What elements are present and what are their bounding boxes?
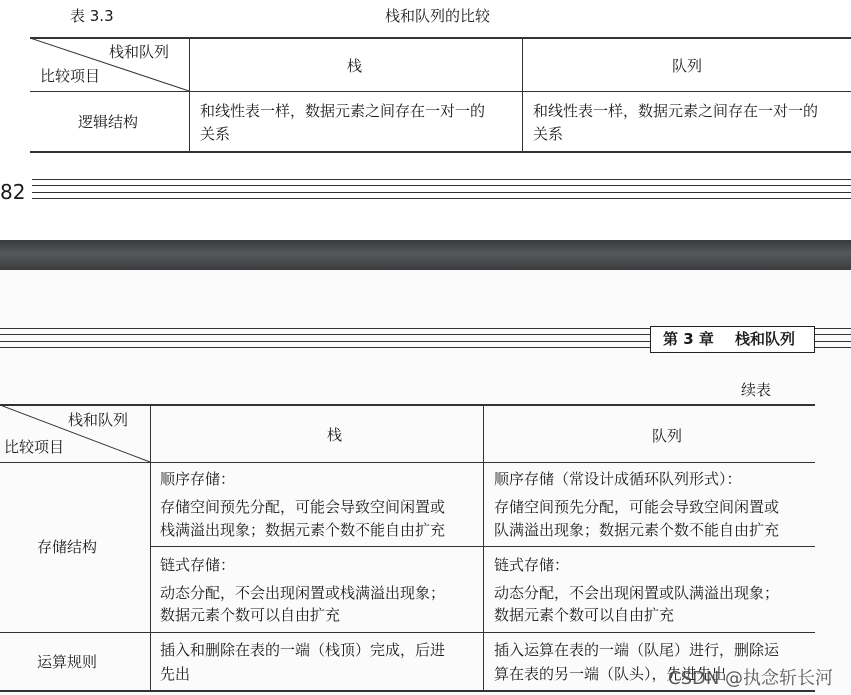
header2-diag-top: 栈和队列 (68, 411, 129, 429)
stack-seq-line1: 存储空间预先分配，可能会导致空间闲置或 (160, 498, 446, 516)
header2-diag-bottom: 比较项目 (4, 438, 65, 456)
header-diag-top: 栈和队列 (109, 43, 170, 61)
row-label-storage: 存储结构 (37, 538, 98, 556)
queue-seq-line1: 存储空间预先分配，可能会导致空间闲置或 (494, 498, 780, 516)
continued-label: 续表 (741, 381, 772, 399)
stack-seq-line2: 栈满溢出现象；数据元素个数不能自由扩充 (160, 521, 446, 539)
table-col-divider-2 (522, 38, 523, 151)
stack-link-line1: 动态分配，不会出现闲置或栈满溢出现象； (160, 584, 446, 602)
stack-link-line2: 数据元素个数可以自由扩充 (160, 606, 341, 624)
page-top (0, 0, 851, 240)
queue-link-title: 链式存储： (494, 556, 570, 574)
footer-rule-3 (32, 192, 851, 193)
footer-rule-4 (32, 198, 851, 199)
queue-link-line2: 数据元素个数可以自由扩充 (494, 606, 675, 624)
logic-stack-line1: 和线性表一样，数据元素之间存在一对一的 (200, 102, 486, 120)
table-bottom-rule (30, 151, 851, 153)
queue-link-line1: 动态分配，不会出现闲置或队满溢出现象； (494, 584, 780, 602)
ops-queue-line2: 算在表的另一端（队头），先进先出 (494, 665, 727, 683)
row-label-logic: 逻辑结构 (78, 113, 139, 131)
chapter-title: 栈和队列 (735, 330, 796, 348)
row-label-ops: 运算规则 (37, 653, 98, 671)
stack-link-title: 链式存储： (160, 556, 236, 574)
footer-rule-2 (32, 185, 851, 186)
chapter-label: 第 3 章 (663, 330, 714, 348)
header-diag-bottom: 比较项目 (40, 67, 101, 85)
ops-stack-line2: 先出 (160, 665, 191, 683)
table2-col-divider-2 (483, 405, 484, 690)
csdn-watermark: CSDN @执念斩长河 (668, 668, 834, 689)
stack-seq-title: 顺序存储： (160, 470, 236, 488)
header2-queue: 队列 (652, 427, 683, 445)
table-title: 栈和队列的比较 (385, 7, 491, 25)
ops-stack-line1: 插入和删除在表的一端（栈顶）完成，后进 (160, 641, 446, 659)
footer-rule-1 (32, 179, 851, 180)
chapter-box (650, 326, 815, 353)
table-number: 表 3.3 (70, 7, 114, 25)
logic-stack-line2: 关系 (200, 125, 231, 143)
header-stack: 栈 (347, 57, 363, 75)
header-queue: 队列 (672, 57, 703, 75)
header2-stack: 栈 (327, 426, 343, 444)
table2-bottom-rule (0, 690, 815, 692)
queue-seq-line2: 队满溢出现象；数据元素个数不能自由扩充 (494, 521, 780, 539)
page-gap (0, 240, 851, 270)
page-number: 82 (0, 180, 26, 204)
ops-queue-line1: 插入运算在表的一端（队尾）进行，删除运 (494, 641, 780, 659)
queue-seq-title: 顺序存储（常设计成循环队列形式）： (494, 470, 742, 488)
logic-queue-line2: 关系 (533, 125, 564, 143)
logic-queue-line1: 和线性表一样，数据元素之间存在一对一的 (533, 102, 819, 120)
table2-ops-rule (0, 632, 815, 633)
